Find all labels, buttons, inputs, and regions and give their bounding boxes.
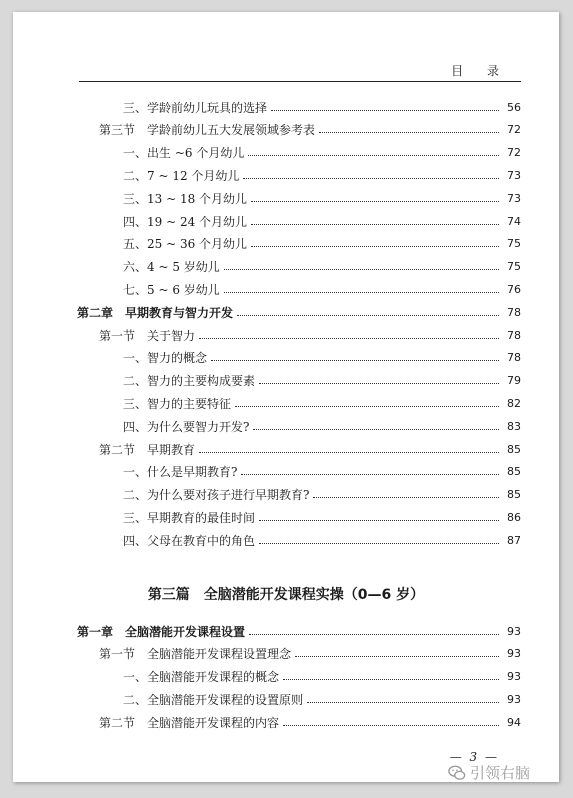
toc-entry-page: 75 bbox=[507, 260, 521, 274]
toc-entry-label: 第二节 早期教育 bbox=[99, 442, 196, 457]
toc-entry-label: 七、5 ~ 6 岁幼儿 bbox=[123, 282, 220, 297]
toc-entry-label: 一、智力的概念 bbox=[123, 351, 208, 366]
dot-leader bbox=[235, 400, 499, 407]
toc-entry-page: 73 bbox=[507, 191, 521, 205]
toc-entry bbox=[123, 531, 521, 549]
toc-entry-label: 一、什么是早期教育? bbox=[123, 465, 238, 480]
toc-entry-page: 75 bbox=[507, 237, 521, 251]
dot-leader bbox=[307, 696, 499, 703]
toc-entry bbox=[123, 280, 521, 298]
toc-entry bbox=[77, 622, 521, 640]
toc-entry-label: 二、智力的主要构成要素 bbox=[123, 374, 256, 389]
dot-leader bbox=[295, 650, 499, 657]
toc-entry bbox=[123, 668, 521, 686]
toc-entry-label: 第一节 关于智力 bbox=[99, 328, 196, 343]
toc-entry bbox=[99, 121, 521, 139]
toc-entry bbox=[123, 258, 521, 276]
part-title: 第三篇 全脑潜能开发课程实操（0—6 岁） bbox=[147, 587, 425, 603]
wechat-icon bbox=[448, 764, 466, 782]
toc-entry-page: 79 bbox=[507, 374, 521, 388]
dot-leader bbox=[199, 446, 499, 453]
toc-entry bbox=[99, 645, 521, 663]
toc-entry-label: 一、出生 ~6 个月幼儿 bbox=[123, 146, 245, 161]
toc-entry bbox=[123, 144, 521, 162]
toc-entry bbox=[123, 463, 521, 481]
dot-leader bbox=[271, 104, 499, 111]
toc-entry-page: 76 bbox=[507, 282, 521, 296]
dot-leader bbox=[259, 377, 499, 384]
dot-leader bbox=[251, 240, 499, 247]
toc-entry-label: 第一章 全脑潜能开发课程设置 bbox=[77, 624, 246, 639]
dot-leader bbox=[224, 286, 499, 293]
toc-entry-label: 五、25 ~ 36 个月幼儿 bbox=[123, 237, 248, 252]
toc-entry bbox=[99, 440, 521, 458]
toc-entry bbox=[123, 166, 521, 184]
dot-leader bbox=[237, 309, 499, 316]
toc-entry-page: 72 bbox=[507, 146, 521, 160]
watermark-text: 引领右脑 bbox=[470, 764, 531, 782]
toc-entry-page: 87 bbox=[507, 533, 521, 547]
toc-entry-label: 一、全脑潜能开发课程的概念 bbox=[123, 670, 280, 685]
toc-entry-page: 82 bbox=[507, 396, 521, 410]
toc-entry-page: 85 bbox=[507, 442, 521, 456]
toc-entry-page: 93 bbox=[507, 670, 521, 684]
toc-entry bbox=[123, 690, 521, 708]
toc-entry-page: 93 bbox=[507, 692, 521, 706]
dot-leader bbox=[243, 172, 499, 179]
toc-entry bbox=[123, 486, 521, 504]
toc-entry bbox=[123, 235, 521, 253]
toc-entry-page: 72 bbox=[507, 123, 521, 137]
toc-entry-label: 六、4 ~ 5 岁幼儿 bbox=[123, 260, 220, 275]
toc-entry bbox=[99, 326, 521, 344]
toc-entry-label: 二、7 ~ 12 个月幼儿 bbox=[123, 168, 240, 183]
toc-entry-label: 三、学龄前幼儿玩具的选择 bbox=[123, 100, 268, 115]
toc-entry-label: 第三节 学龄前幼儿五大发展领域参考表 bbox=[99, 123, 316, 138]
toc-entry-label: 二、全脑潜能开发课程的设置原则 bbox=[123, 692, 304, 707]
dot-leader bbox=[283, 673, 499, 680]
toc-entry-page: 78 bbox=[507, 328, 521, 342]
dot-leader bbox=[224, 263, 499, 270]
dot-leader bbox=[259, 514, 499, 521]
document-page bbox=[13, 12, 559, 782]
toc-entry-label: 三、早期教育的最佳时间 bbox=[123, 510, 256, 525]
toc-entry bbox=[123, 189, 521, 207]
dot-leader bbox=[199, 332, 499, 339]
toc-entry bbox=[99, 713, 521, 731]
toc-entry bbox=[123, 349, 521, 367]
toc-entry-page: 78 bbox=[507, 351, 521, 365]
dot-leader bbox=[251, 195, 499, 202]
dot-leader bbox=[248, 149, 499, 156]
toc-entry-page: 94 bbox=[507, 715, 521, 729]
toc-entry bbox=[123, 212, 521, 230]
dot-leader bbox=[319, 126, 499, 133]
dot-leader bbox=[283, 719, 499, 726]
toc-entry bbox=[123, 394, 521, 412]
header-title: 目 录 bbox=[451, 64, 509, 78]
toc-entry bbox=[123, 417, 521, 435]
toc-entry-page: 74 bbox=[507, 214, 521, 228]
dot-leader bbox=[211, 354, 499, 361]
dot-leader bbox=[249, 628, 499, 635]
toc-entry-label: 四、19 ~ 24 个月幼儿 bbox=[123, 214, 248, 229]
dot-leader bbox=[251, 218, 499, 225]
dot-leader bbox=[241, 468, 499, 475]
toc-entry-page: 73 bbox=[507, 168, 521, 182]
toc-entry-label: 三、13 ~ 18 个月幼儿 bbox=[123, 191, 248, 206]
toc-entry bbox=[123, 98, 521, 116]
dot-leader bbox=[313, 491, 499, 498]
dot-leader bbox=[259, 537, 499, 544]
page-number: — 3 — bbox=[449, 750, 499, 764]
toc-entry-label: 第一节 全脑潜能开发课程设置理念 bbox=[99, 647, 292, 662]
toc-entry-page: 93 bbox=[507, 624, 521, 638]
watermark bbox=[448, 762, 530, 783]
header-rule bbox=[79, 81, 521, 82]
toc-entry bbox=[77, 303, 521, 321]
toc-entry-label: 四、为什么要智力开发? bbox=[123, 419, 250, 434]
dot-leader bbox=[253, 423, 499, 430]
toc-entry-label: 二、为什么要对孩子进行早期教育? bbox=[123, 488, 310, 503]
toc-entry-label: 第二节 全脑潜能开发课程的内容 bbox=[99, 715, 280, 730]
toc-entry bbox=[123, 372, 521, 390]
toc-entry-page: 85 bbox=[507, 465, 521, 479]
toc-entry-page: 86 bbox=[507, 510, 521, 524]
toc-entry-page: 93 bbox=[507, 647, 521, 661]
toc-entry-page: 83 bbox=[507, 419, 521, 433]
toc-entry-page: 78 bbox=[507, 305, 521, 319]
toc-entry-label: 第二章 早期教育与智力开发 bbox=[77, 305, 234, 320]
toc-entry-page: 56 bbox=[507, 100, 521, 114]
toc-entry-label: 四、父母在教育中的角色 bbox=[123, 533, 256, 548]
toc-entry-page: 85 bbox=[507, 488, 521, 502]
toc-entry-label: 三、智力的主要特征 bbox=[123, 396, 232, 411]
toc-entry bbox=[123, 508, 521, 526]
